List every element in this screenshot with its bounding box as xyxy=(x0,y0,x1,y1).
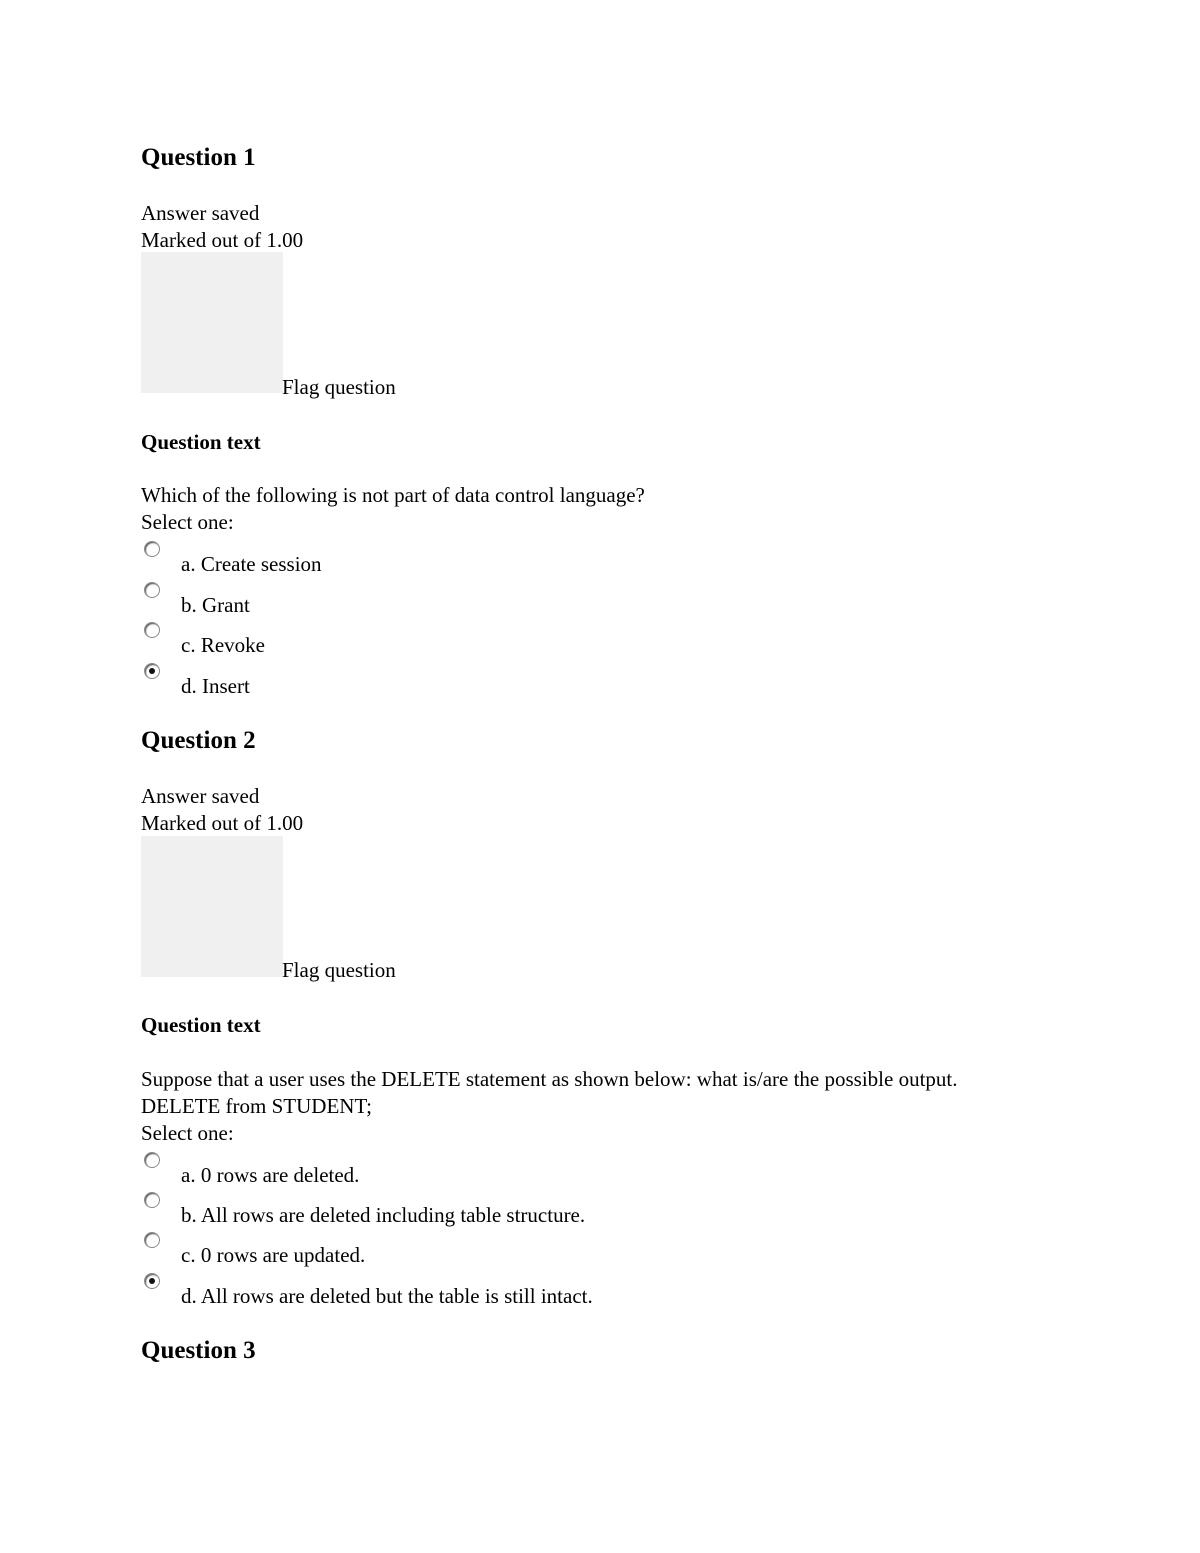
question-1-option-a[interactable] xyxy=(141,541,1041,581)
question-1-flag-label[interactable]: Flag question xyxy=(282,375,396,399)
question-1-prompt: Select one: xyxy=(141,510,234,534)
radio-unchecked-icon[interactable] xyxy=(144,622,160,638)
question-2-text-heading: Question text xyxy=(141,1013,261,1037)
option-label[interactable]: c. Revoke xyxy=(181,633,265,657)
question-2-option-c[interactable] xyxy=(141,1232,1041,1272)
question-1-text: Which of the following is not part of data control language? xyxy=(141,483,645,507)
question-2-text-line-1: Suppose that a user uses the DELETE statement as shown below: what is/are the possible output. xyxy=(141,1067,958,1091)
question-2-flag-label[interactable]: Flag question xyxy=(282,958,396,982)
option-label[interactable]: b. Grant xyxy=(181,593,250,617)
question-3-heading: Question 3 xyxy=(141,1337,256,1364)
question-1-mark: Marked out of 1.00 xyxy=(141,228,304,252)
radio-unchecked-icon[interactable] xyxy=(144,1192,160,1208)
question-2-heading: Question 2 xyxy=(141,727,256,754)
question-2-text-line-2: DELETE from STUDENT; xyxy=(141,1094,372,1118)
radio-checked-icon[interactable] xyxy=(144,663,160,679)
radio-checked-icon[interactable] xyxy=(144,1273,160,1289)
question-2-state: Answer saved xyxy=(141,784,260,808)
option-label[interactable]: d. Insert xyxy=(181,674,250,698)
question-1-state: Answer saved xyxy=(141,201,260,225)
flag-icon[interactable] xyxy=(141,836,283,977)
radio-unchecked-icon[interactable] xyxy=(144,1232,160,1248)
question-2-option-d[interactable] xyxy=(141,1273,1041,1313)
radio-unchecked-icon[interactable] xyxy=(144,1152,160,1168)
question-1-option-c[interactable] xyxy=(141,622,1041,662)
question-2-mark: Marked out of 1.00 xyxy=(141,811,304,835)
option-label[interactable]: d. All rows are deleted but the table is still intact. xyxy=(181,1284,593,1308)
radio-unchecked-icon[interactable] xyxy=(144,541,160,557)
question-1-heading: Question 1 xyxy=(141,144,256,171)
radio-unchecked-icon[interactable] xyxy=(144,582,160,598)
flag-icon[interactable] xyxy=(141,252,283,393)
question-1-option-b[interactable] xyxy=(141,582,1041,622)
question-1-option-d[interactable] xyxy=(141,663,1041,703)
option-label[interactable]: a. 0 rows are deleted. xyxy=(181,1163,360,1187)
option-label[interactable]: b. All rows are deleted including table structure. xyxy=(181,1203,586,1227)
question-2-option-a[interactable] xyxy=(141,1152,1041,1192)
option-label[interactable]: c. 0 rows are updated. xyxy=(181,1243,366,1267)
question-2-option-b[interactable] xyxy=(141,1192,1041,1232)
option-label[interactable]: a. Create session xyxy=(181,552,322,576)
question-1-text-heading: Question text xyxy=(141,430,261,454)
question-2-prompt: Select one: xyxy=(141,1121,234,1145)
